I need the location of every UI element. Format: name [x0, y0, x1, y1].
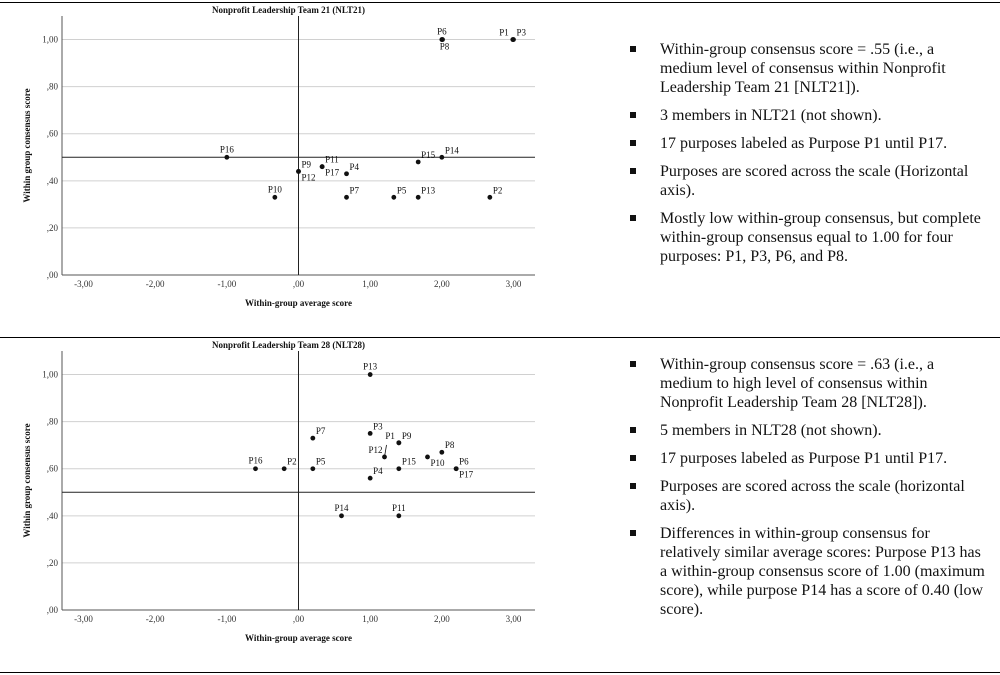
- data-point: [339, 513, 344, 518]
- data-point: [439, 450, 444, 455]
- point-label: P17: [459, 469, 474, 480]
- x-tick-label: ,00: [292, 614, 305, 624]
- y-tick-label: ,60: [46, 463, 58, 474]
- y-tick-label: ,60: [46, 128, 58, 139]
- point-label: P8: [444, 440, 455, 451]
- point-label: P10: [430, 457, 445, 468]
- bullet-icon: [630, 427, 636, 433]
- notes-nlt21: [630, 40, 990, 275]
- point-label: P14: [444, 145, 459, 156]
- point-label: P4: [349, 161, 360, 172]
- bullet-icon: [630, 140, 636, 146]
- x-tick-label: 3,00: [505, 279, 522, 289]
- data-point: [454, 466, 459, 471]
- bullet-icon: [630, 530, 636, 536]
- point-label: P3: [516, 27, 527, 38]
- data-point: [396, 466, 401, 471]
- y-tick-label: ,40: [46, 510, 58, 521]
- x-tick-label: -3,00: [74, 279, 93, 289]
- note-item: Differences in within-group consensus for relatively similar average scores: Purpose P13 has a within-group consensus score of 1.00 (maximum score), while purpose P14 has a score of 0.40 (low score).: [630, 524, 990, 619]
- data-point: [253, 466, 258, 471]
- point-label: P14: [334, 502, 349, 513]
- data-point: [344, 171, 349, 176]
- data-point: [344, 195, 349, 200]
- y-tick-label: ,80: [46, 81, 58, 92]
- data-point: [310, 466, 315, 471]
- note-item: 17 purposes labeled as Purpose P1 until P17.: [630, 134, 990, 153]
- note-item: Purposes are scored across the scale (Horizontal axis).: [630, 162, 990, 200]
- data-point: [511, 37, 516, 42]
- data-point: [320, 164, 325, 169]
- bullet-icon: [630, 215, 636, 221]
- point-label: P3: [373, 421, 383, 432]
- bullet-icon: [630, 361, 636, 367]
- data-point: [224, 155, 229, 160]
- notes-nlt28: [630, 355, 990, 628]
- y-tick-label: ,00: [46, 270, 58, 280]
- point-label: P10: [267, 184, 282, 195]
- point-label: P13: [363, 361, 378, 372]
- data-point: [416, 195, 421, 200]
- data-point: [368, 431, 373, 436]
- point-label: P4: [373, 466, 383, 477]
- y-tick-label: ,80: [46, 416, 58, 427]
- point-label: P11: [325, 154, 339, 165]
- y-tick-label: ,00: [46, 605, 58, 615]
- y-tick-label: ,40: [46, 175, 58, 186]
- note-item: 5 members in NLT28 (not shown).: [630, 421, 990, 440]
- point-label: P15: [421, 149, 436, 160]
- bullet-icon: [630, 112, 636, 118]
- y-tick-label: ,20: [46, 222, 58, 233]
- y-tick-label: ,20: [46, 557, 58, 568]
- data-point: [272, 195, 277, 200]
- data-point: [391, 195, 396, 200]
- point-label: P9: [401, 430, 412, 441]
- x-tick-label: 1,00: [362, 614, 379, 624]
- data-point: [439, 155, 444, 160]
- point-label: P16: [248, 455, 263, 466]
- point-label: P9: [301, 159, 312, 170]
- bullet-icon: [630, 483, 636, 489]
- x-tick-label: ,00: [292, 279, 305, 289]
- point-label: P2: [492, 185, 503, 196]
- data-point: [425, 455, 430, 460]
- y-axis-title: Within group consensus score: [22, 88, 32, 203]
- bullet-icon: [630, 168, 636, 174]
- data-point: [368, 372, 373, 377]
- data-point: [296, 169, 301, 174]
- point-label: P1: [385, 430, 395, 441]
- scatter-chart-nlt28: [0, 338, 620, 668]
- chart-title: Nonprofit Leadership Team 28 (NLT28): [211, 340, 366, 350]
- point-label: P11: [391, 502, 406, 513]
- point-label: P16: [219, 144, 234, 155]
- x-tick-label: -1,00: [217, 614, 237, 624]
- point-label: P13: [421, 185, 436, 196]
- y-tick-label: 1,00: [42, 34, 58, 45]
- data-point: [396, 513, 401, 518]
- bullet-icon: [630, 455, 636, 461]
- data-point: [282, 466, 287, 471]
- x-tick-label: -2,00: [145, 279, 165, 289]
- point-label: P7: [349, 185, 360, 196]
- x-tick-label: 2,00: [433, 614, 450, 624]
- point-label: P1: [499, 27, 509, 38]
- note-item: Purposes are scored across the scale (horizontal axis).: [630, 477, 990, 515]
- point-label: P17: [325, 167, 340, 178]
- point-label: P15: [401, 456, 416, 467]
- scatter-chart-nlt21: [0, 3, 620, 333]
- chart-title: Nonprofit Leadership Team 21 (NLT21): [211, 5, 366, 15]
- x-tick-label: -1,00: [217, 279, 237, 289]
- x-axis-title: Within-group average score: [245, 298, 352, 308]
- point-label: P12: [301, 172, 316, 183]
- note-item: 3 members in NLT21 (not shown).: [630, 106, 990, 125]
- x-tick-label: 2,00: [433, 279, 450, 289]
- data-point: [396, 440, 401, 445]
- x-tick-label: -3,00: [74, 614, 93, 624]
- point-label: P8: [439, 41, 450, 52]
- x-tick-label: 1,00: [362, 279, 379, 289]
- bullet-icon: [630, 46, 636, 52]
- note-item: Mostly low within-group consensus, but complete within-group consensus equal to 1.00 for four purposes: P1, P3, P6, and P8.: [630, 209, 990, 266]
- y-axis-title: Within group consensus score: [22, 423, 32, 538]
- data-point: [416, 160, 421, 165]
- bottom-rule: [0, 672, 1000, 673]
- y-tick-label: 1,00: [42, 369, 58, 380]
- note-item: Within-group consensus score = .55 (i.e., a medium level of consensus within Nonprofit Leadership Team 21 [NLT21]).: [630, 40, 990, 97]
- note-item: 17 purposes labeled as Purpose P1 until P17.: [630, 449, 990, 468]
- point-label: P6: [437, 26, 447, 37]
- note-item: Within-group consensus score = .63 (i.e., a medium to high level of consensus within Nonprofit Leadership Team 28 [NLT28]).: [630, 355, 990, 412]
- point-label: P6: [459, 456, 469, 467]
- x-tick-label: -2,00: [145, 614, 165, 624]
- point-label: P5: [315, 456, 326, 467]
- data-point: [487, 195, 492, 200]
- data-point: [310, 436, 315, 441]
- point-label: P2: [287, 456, 297, 467]
- point-label: P5: [396, 185, 407, 196]
- x-axis-title: Within-group average score: [245, 633, 352, 643]
- x-tick-label: 3,00: [505, 614, 522, 624]
- data-point: [368, 476, 373, 481]
- point-label: P12: [368, 444, 383, 455]
- point-label: P7: [315, 426, 326, 437]
